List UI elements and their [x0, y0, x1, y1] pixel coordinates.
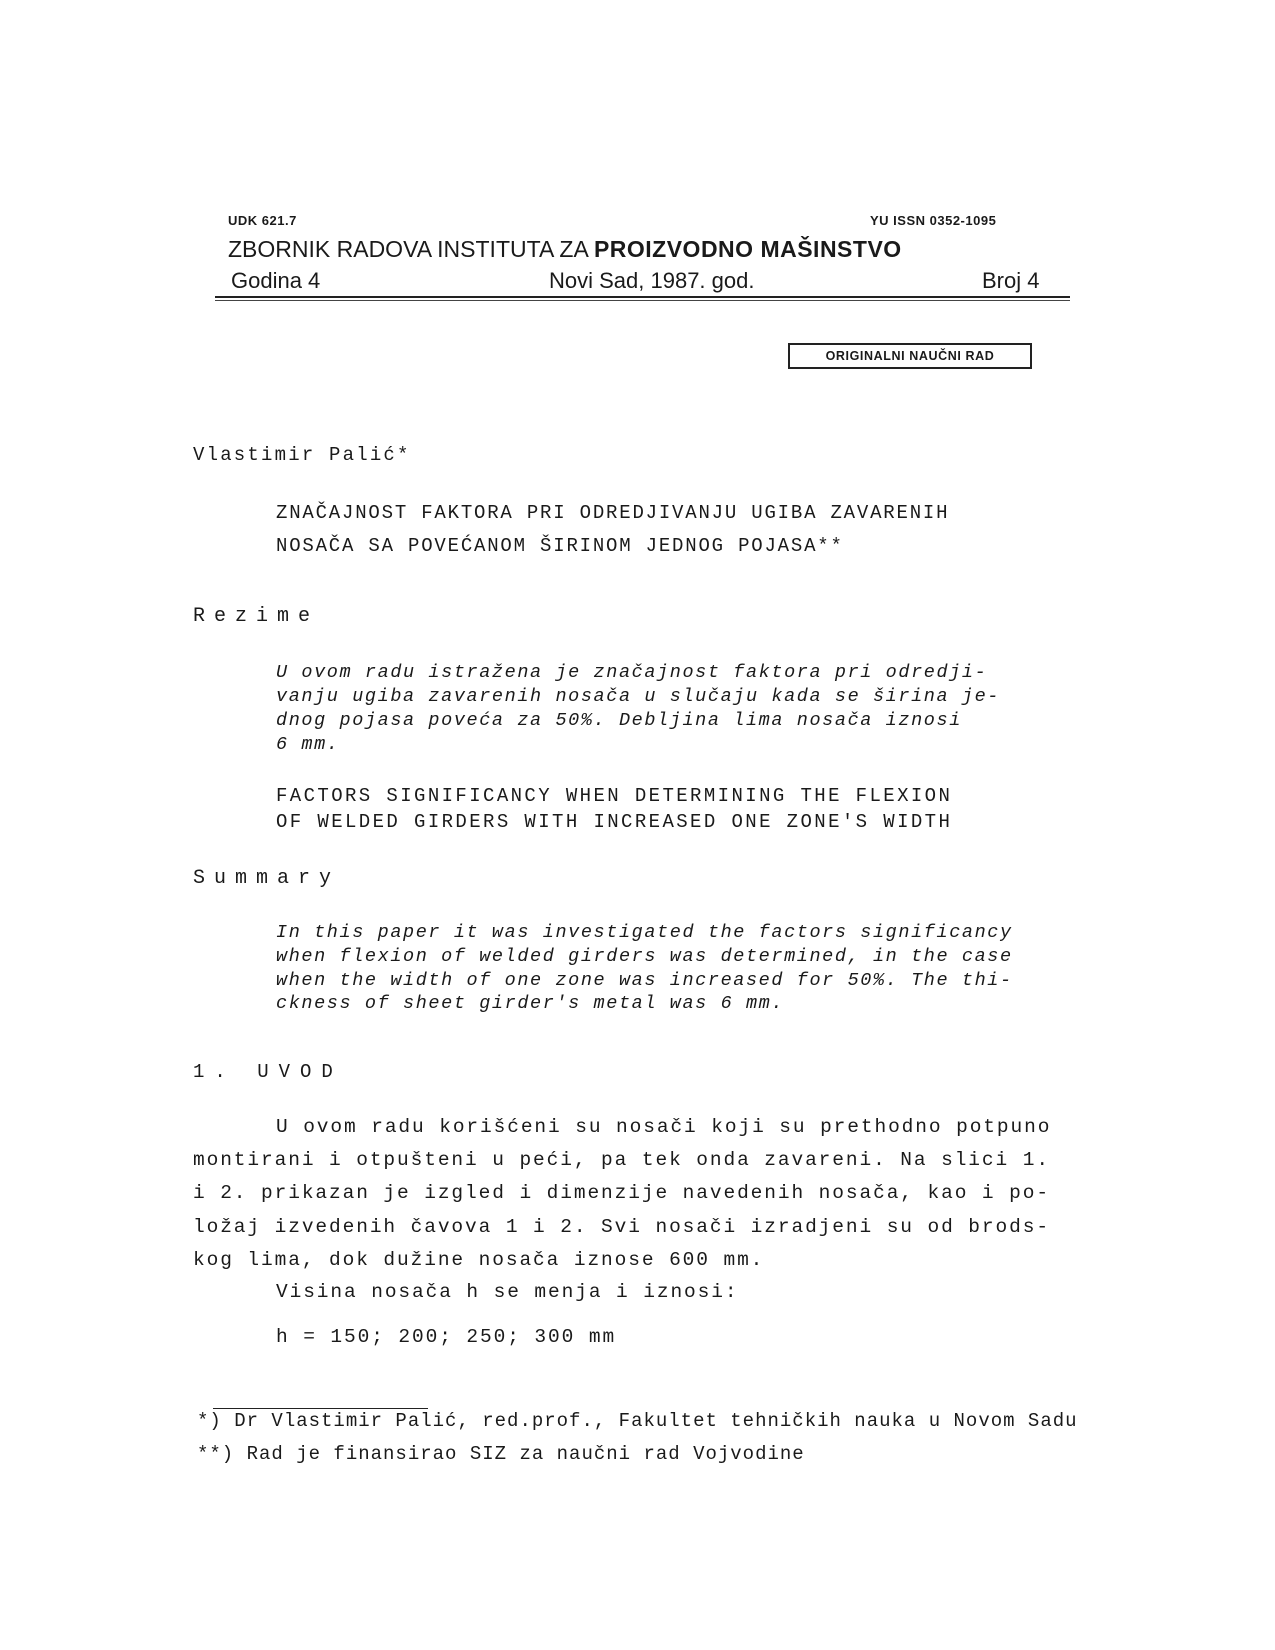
header-rule-thin [215, 300, 1070, 301]
summary-line: ckness of sheet girder's metal was 6 mm. [276, 993, 785, 1014]
journal-title-bold: PROIZVODNO MAŠINSTVO [593, 236, 902, 262]
english-title-line-2: OF WELDED GIRDERS WITH INCREASED ONE ZONE'S WIDTH [276, 811, 953, 833]
body-line: montirani i otpušteni u peći, pa tek onda zavareni. Na slici 1. [193, 1149, 1050, 1171]
journal-year: Godina 4 [231, 268, 321, 293]
rezime-line: 6 mm. [276, 734, 340, 755]
journal-issue: Broj 4 [982, 268, 1040, 293]
rezime-line: vanju ugiba zavarenih nosača u slučaju kada se širina je- [276, 686, 1001, 707]
body-line: U ovom radu korišćeni su nosači koji su prethodno potpuno [276, 1116, 1052, 1138]
journal-title [228, 236, 902, 263]
paper-type-badge: ORIGINALNI NAUČNI RAD [788, 343, 1032, 369]
summary-line: when the width of one zone was increased for 50%. The thi- [276, 970, 1013, 991]
rezime-line: U ovom radu istražena je značajnost faktora pri odredji- [276, 662, 988, 683]
author-name: Vlastimir Palić* [193, 444, 411, 466]
english-title-line-1: FACTORS SIGNIFICANCY WHEN DETERMINING THE FLEXION [276, 785, 953, 807]
section-heading: 1. UVOD [193, 1061, 343, 1083]
rezime-heading: Rezime [193, 605, 320, 628]
paper-title-line-2: NOSAČA SA POVEĆANOM ŠIRINOM JEDNOG POJASA** [276, 535, 844, 557]
udk-code: UDK 621.7 [228, 213, 297, 228]
footnote-rule [213, 1408, 428, 1409]
body-line: kog lima, dok dužine nosača iznose 600 mm. [193, 1249, 765, 1271]
paper-title-line-1: ZNAČAJNOST FAKTORA PRI ODREDJIVANJU UGIBA ZAVARENIH [276, 502, 950, 524]
footnote-author: *) Dr Vlastimir Palić, red.prof., Fakultet tehničkih nauka u Novom Sadu [197, 1410, 1078, 1432]
summary-heading: Summary [193, 867, 341, 890]
header-rule [215, 296, 1070, 298]
body-line: i 2. prikazan je izgled i dimenzije navedenih nosača, kao i po- [193, 1182, 1050, 1204]
journal-city-date: Novi Sad, 1987. god. [549, 268, 755, 293]
body-line: ložaj izvedenih čavova 1 i 2. Svi nosači izradjeni su od brods- [193, 1216, 1050, 1238]
rezime-line: dnog pojasa poveća za 50%. Debljina lima nosača iznosi [276, 710, 962, 731]
height-formula: h = 150; 200; 250; 300 mm [276, 1326, 617, 1348]
footnote-funding: **) Rad je finansirao SIZ za naučni rad Vojvodine [197, 1443, 805, 1465]
body-line: Visina nosača h se menja i iznosi: [276, 1281, 739, 1303]
summary-line: In this paper it was investigated the factors significancy [276, 922, 1013, 943]
journal-title-regular: ZBORNIK RADOVA INSTITUTA ZA [228, 236, 594, 262]
issn-code: YU ISSN 0352-1095 [870, 213, 997, 228]
summary-line: when flexion of welded girders was determined, in the case [276, 946, 1013, 967]
